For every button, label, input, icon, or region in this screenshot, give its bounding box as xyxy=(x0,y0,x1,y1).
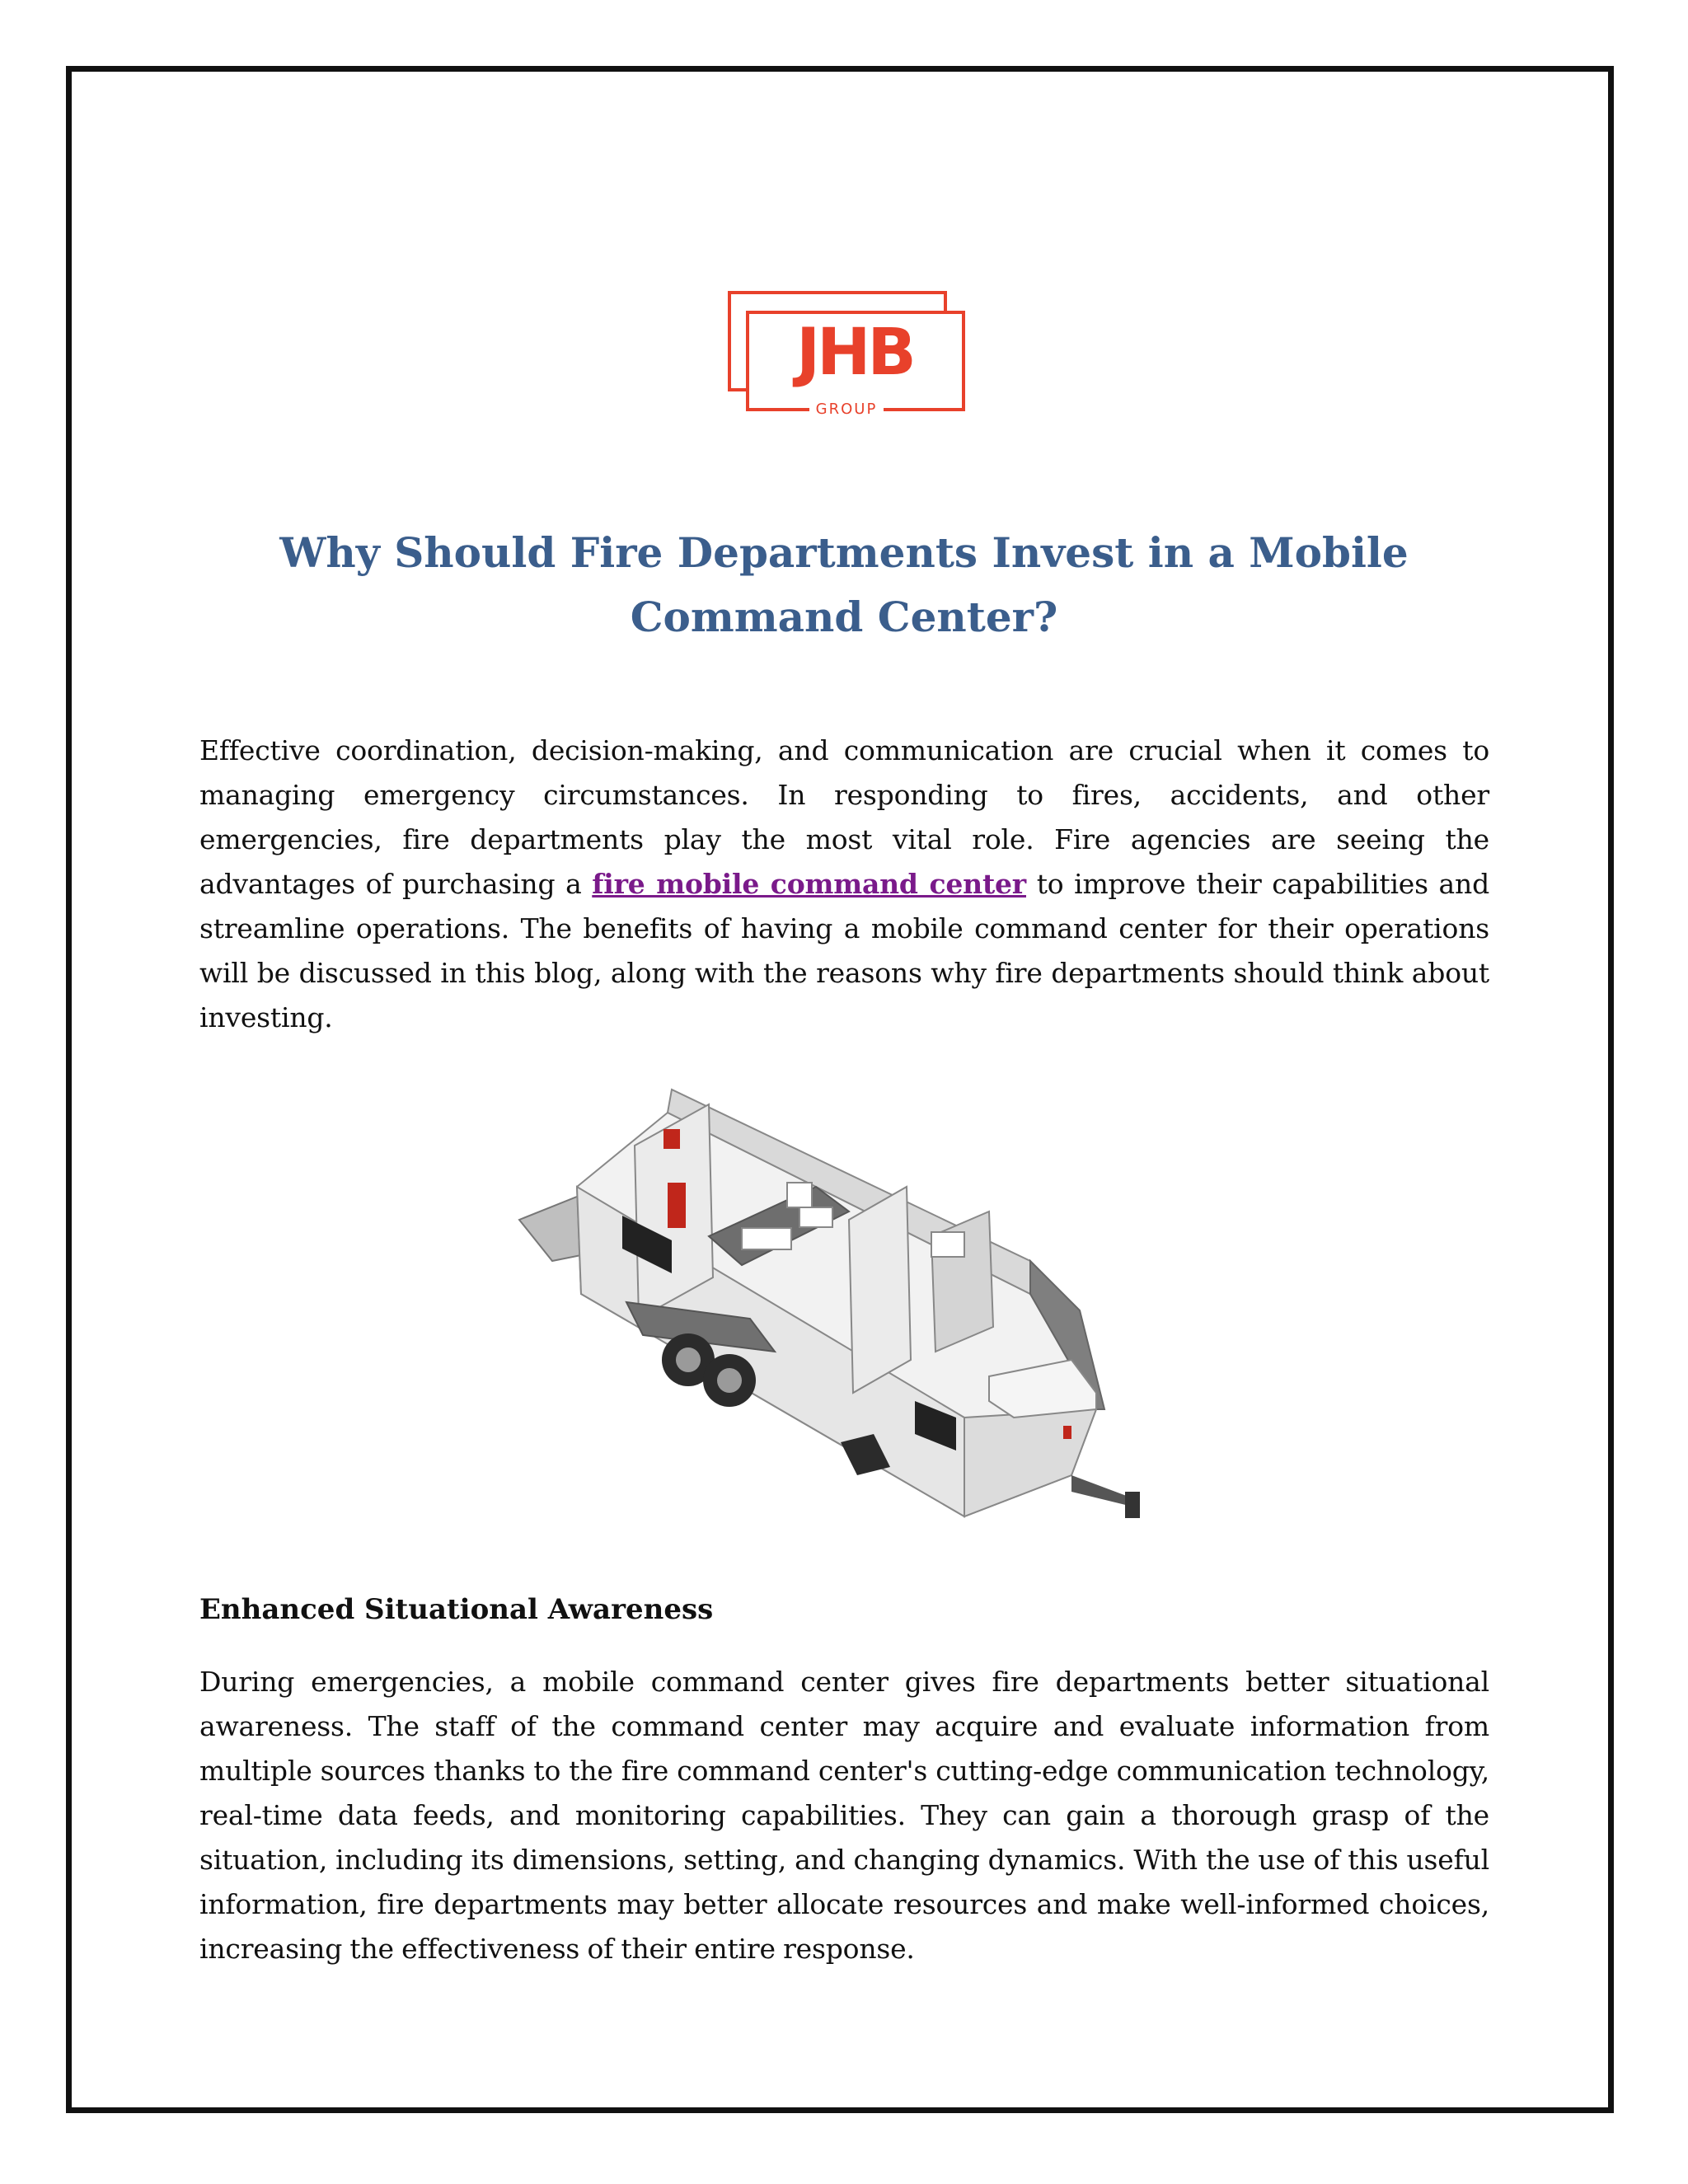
section-heading-situational-awareness: Enhanced Situational Awareness xyxy=(199,1593,714,1626)
intro-text-before-link: Effective coordination, decision-making, and communication are crucial when it comes to managing emergency circumstances. In responding to fires, accidents, and other emergencies, fire departments play the most vital role. Fire agencies are seeing the advantages of purchasing a xyxy=(199,734,1489,900)
situational-awareness-paragraph: During emergencies, a mobile command center gives fire departments better situational awareness. The staff of the command center may acquire and evaluate information from multiple sources thanks to the fire command center's cutting-edge communication technology, real-time data feeds, and monitoring capabilities. They can gain a thorough grasp of the situation, including its dimensions, setting, and changing dynamics. With the use of this useful information, fire departments may better allocate resources and make well-informed choices, increasing the effectiveness of their entire response. xyxy=(199,1666,1489,1965)
logo-mark-text: JHB xyxy=(796,316,913,390)
command-center-trailer-illustration xyxy=(503,1088,1146,1549)
intro-paragraph xyxy=(199,729,1489,1040)
logo-sub-text: GROUP xyxy=(815,401,878,418)
fire-mobile-command-center-link[interactable]: fire mobile command center xyxy=(592,868,1026,900)
page-title xyxy=(198,521,1490,649)
jhb-group-logo xyxy=(727,290,966,422)
title-line-1: Why Should Fire Departments Invest in a Mobile xyxy=(279,528,1409,577)
title-line-2: Command Center? xyxy=(630,593,1058,641)
intro-text-after-link: to improve their capabilities and streamline operations. The benefits of having a mobile command center for their operations will be discussed in this blog, along with the reasons why fire departments should think about investing. xyxy=(199,868,1490,1033)
